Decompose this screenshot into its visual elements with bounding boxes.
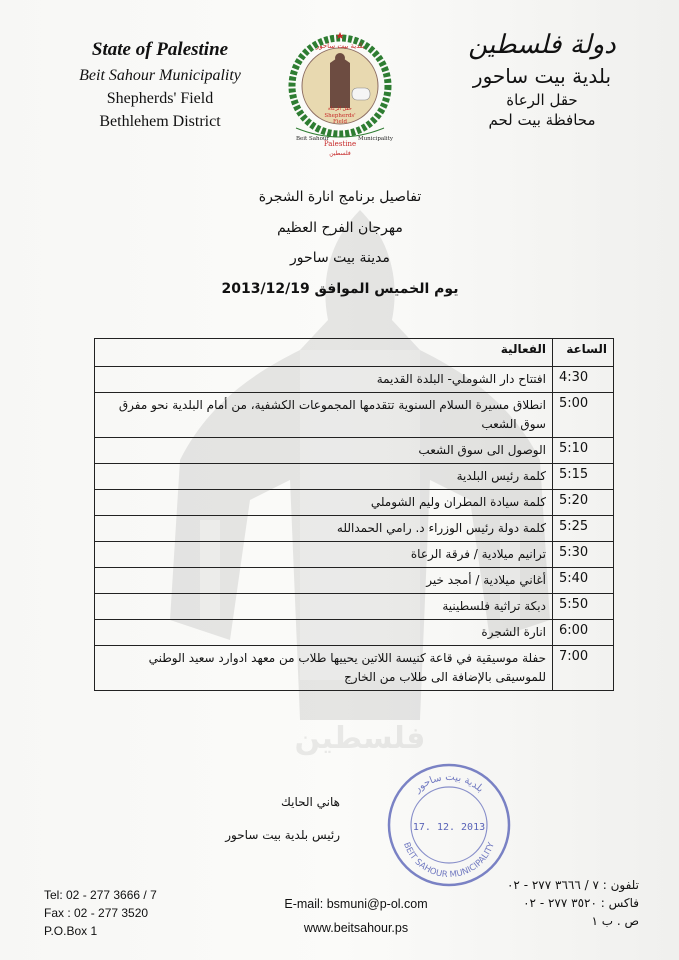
table-row bbox=[95, 464, 614, 490]
row-activity: ترانيم ميلادية / فرقة الرعاة bbox=[95, 542, 553, 568]
row-activity: كلمة رئيس البلدية bbox=[95, 464, 553, 490]
svg-text:حقل الرعاة: حقل الرعاة bbox=[328, 106, 352, 112]
header-state-ar: دولة فلسطين bbox=[468, 30, 616, 60]
row-time: 5:25 bbox=[553, 516, 614, 542]
row-time: 5:10 bbox=[553, 438, 614, 464]
svg-text:فلسطين: فلسطين bbox=[329, 150, 351, 157]
row-activity: دبكة تراثية فلسطينية bbox=[95, 594, 553, 620]
svg-text:بلدية بيت ساحور: بلدية بيت ساحور bbox=[412, 771, 486, 795]
header-time: الساعة bbox=[553, 339, 614, 367]
row-time: 5:20 bbox=[553, 490, 614, 516]
table-row bbox=[95, 516, 614, 542]
footer-email[interactable]: E-mail: bsmuni@p-ol.com bbox=[284, 897, 428, 911]
row-time: 6:00 bbox=[553, 620, 614, 646]
row-time: 5:15 bbox=[553, 464, 614, 490]
row-time: 7:00 bbox=[553, 646, 614, 691]
row-activity: افتتاح دار الشوملي- البلدة القديمة bbox=[95, 367, 553, 393]
row-time: 5:00 bbox=[553, 393, 614, 438]
footer-pobox-ar: ص . ب ١ bbox=[591, 914, 639, 928]
row-activity: حفلة موسيقية في قاعة كنيسة اللاتين يحييها طلاب من معهد ادوارد سعيد الوطني للموسيقى بالإضافة الى طلاب من الخارج bbox=[95, 646, 553, 691]
header-municipality-ar: بلدية بيت ساحور bbox=[472, 64, 612, 89]
footer-fax-ar: فاكس : ٣٥٢٠ ٢٧٧ - ٠٢ bbox=[523, 896, 639, 910]
table-row bbox=[95, 393, 614, 438]
footer-online bbox=[256, 892, 456, 940]
event-date: يوم الخميس الموافق 2013/12/19 bbox=[221, 280, 459, 297]
table-header-row bbox=[95, 339, 614, 367]
watermark-text: فلسطين bbox=[294, 721, 426, 756]
table-row bbox=[95, 646, 614, 691]
table-row bbox=[95, 490, 614, 516]
program-titles bbox=[150, 182, 530, 304]
header-field-ar: حقل الرعاة bbox=[506, 91, 578, 110]
row-time: 5:40 bbox=[553, 568, 614, 594]
row-activity: الوصول الى سوق الشعب bbox=[95, 438, 553, 464]
table-row bbox=[95, 542, 614, 568]
signatory-title: رئيس بلدية بيت ساحور bbox=[225, 828, 340, 842]
table-row bbox=[95, 620, 614, 646]
schedule-table bbox=[94, 338, 614, 691]
municipality-logo bbox=[282, 28, 398, 158]
svg-text:Beit Sahour: Beit Sahour bbox=[296, 136, 330, 142]
footer-contact-en bbox=[44, 886, 157, 940]
row-activity: انطلاق مسيرة السلام السنوية تتقدمها المجموعات الكشفية، من أمام البلدية نحو مفرق سوق الشعب bbox=[95, 393, 553, 438]
footer-tel-ar: تلفون : ٧ / ٣٦٦٦ ٢٧٧ - ٠٢ bbox=[506, 878, 639, 892]
table-row bbox=[95, 438, 614, 464]
row-activity: كلمة دولة رئيس الوزراء د. رامي الحمدالله bbox=[95, 516, 553, 542]
footer-tel: Tel: 02 - 277 3666 / 7 bbox=[44, 888, 157, 902]
footer-fax: Fax : 02 - 277 3520 bbox=[44, 906, 149, 920]
city-name: مدينة بيت ساحور bbox=[290, 250, 390, 266]
header-english bbox=[50, 36, 270, 133]
program-title: تفاصيل برنامج انارة الشجرة bbox=[258, 189, 422, 205]
signature-block bbox=[200, 786, 340, 852]
row-time: 5:30 bbox=[553, 542, 614, 568]
svg-text:Field: Field bbox=[332, 119, 348, 125]
row-activity: أغاني ميلادية / أمجد خير bbox=[95, 568, 553, 594]
header-field: Shepherds' Field bbox=[106, 89, 214, 107]
footer-pobox: P.O.Box 1 bbox=[44, 924, 98, 938]
header-state: State of Palestine bbox=[91, 39, 229, 60]
footer-contact-ar bbox=[489, 876, 639, 930]
signatory-name: هاني الحايك bbox=[281, 795, 340, 809]
table-row bbox=[95, 568, 614, 594]
row-time: 5:50 bbox=[553, 594, 614, 620]
svg-text:Municipality: Municipality bbox=[358, 136, 393, 142]
svg-text:Palestine: Palestine bbox=[323, 140, 357, 148]
svg-text:بلدية بيت ساحور: بلدية بيت ساحور bbox=[315, 42, 365, 50]
row-activity: كلمة سيادة المطران وليم الشوملي bbox=[95, 490, 553, 516]
municipality-stamp bbox=[384, 760, 514, 890]
footer-website[interactable]: www.beitsahour.ps bbox=[303, 921, 409, 935]
table-row bbox=[95, 367, 614, 393]
svg-text:Shepherds': Shepherds' bbox=[324, 113, 356, 119]
header-district-ar: محافظة بيت لحم bbox=[488, 111, 596, 130]
row-activity: انارة الشجرة bbox=[95, 620, 553, 646]
header-arabic bbox=[427, 28, 657, 131]
festival-name: مهرجان الفرح العظيم bbox=[277, 219, 403, 236]
header-activity: الفعالية bbox=[95, 339, 553, 367]
svg-text:BEIT SAHOUR MUNICIPALITY: BEIT SAHOUR MUNICIPALITY bbox=[401, 841, 497, 881]
row-time: 4:30 bbox=[553, 367, 614, 393]
stamp-date: 17. 12. 2013 bbox=[412, 822, 486, 833]
header-municipality: Beit Sahour Municipality bbox=[79, 66, 241, 84]
table-row bbox=[95, 594, 614, 620]
header-district: Bethlehem District bbox=[99, 112, 221, 130]
